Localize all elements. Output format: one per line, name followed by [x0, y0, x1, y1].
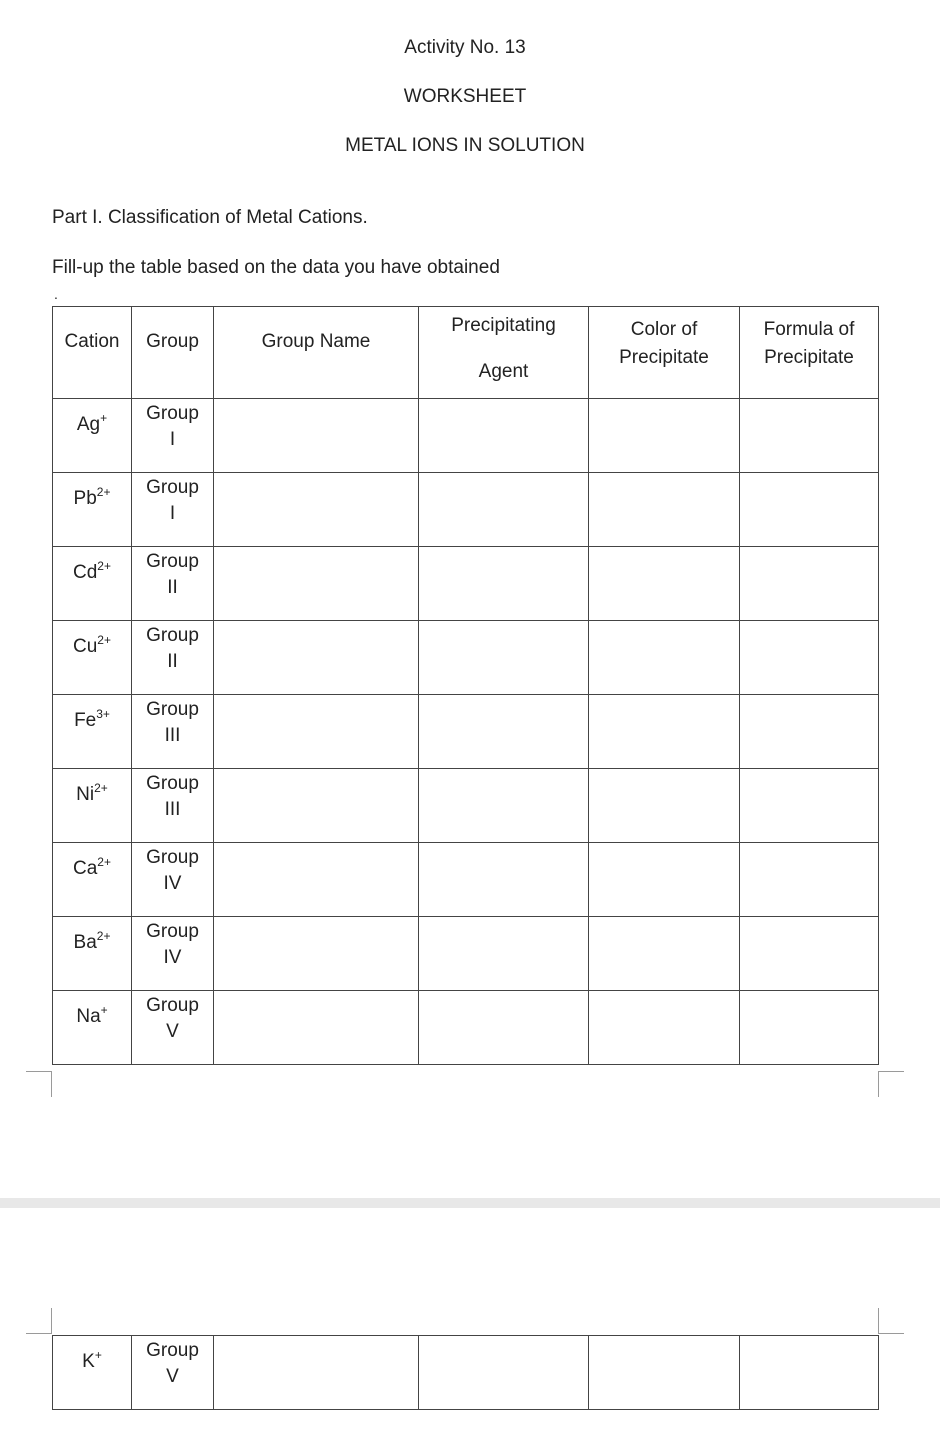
group-number: III	[164, 799, 181, 820]
precipitating-agent-cell[interactable]	[419, 843, 589, 917]
group-name-cell[interactable]	[214, 547, 419, 621]
group-number: I	[169, 429, 176, 450]
group-word: Group	[146, 625, 199, 646]
worksheet-label: WORKSHEET	[403, 86, 527, 107]
group-cell	[132, 991, 214, 1065]
crop-mark-left-h	[26, 1071, 52, 1072]
precipitating-agent-cell[interactable]	[419, 473, 589, 547]
color-cell[interactable]	[589, 843, 740, 917]
cation-cell	[53, 1336, 132, 1410]
cation-cell	[53, 917, 132, 991]
color-cell[interactable]	[589, 1336, 740, 1410]
previous-text-cutoff	[0, 0, 940, 2]
group-cell	[132, 399, 214, 473]
header-precipitating-agent-line2: Agent	[478, 361, 529, 382]
group-number: V	[166, 1366, 179, 1387]
group-cell	[132, 695, 214, 769]
header-color-of-precipitate: Color of Precipitate	[589, 307, 740, 399]
element-symbol: K	[82, 1351, 95, 1372]
group-word: Group	[146, 921, 199, 942]
part-heading: Part I. Classification of Metal Cations.	[52, 207, 368, 228]
cation-symbol	[53, 709, 131, 733]
crop-mark-left-v	[51, 1071, 52, 1097]
cation-symbol	[53, 857, 131, 881]
table-row	[53, 843, 879, 917]
table-row	[53, 991, 879, 1065]
color-cell[interactable]	[589, 547, 740, 621]
cation-cell	[53, 769, 132, 843]
precipitating-agent-cell[interactable]	[419, 547, 589, 621]
group-cell	[132, 843, 214, 917]
precipitating-agent-cell[interactable]	[419, 917, 589, 991]
cation-symbol	[53, 783, 131, 807]
header-precipitating-agent-line1: Precipitating	[451, 315, 556, 336]
element-symbol: Pb	[73, 488, 97, 509]
group-word: Group	[146, 995, 199, 1016]
group-name-cell[interactable]	[214, 843, 419, 917]
crop-mark-left-v	[51, 1308, 52, 1334]
table-row	[53, 621, 879, 695]
table-row	[53, 399, 879, 473]
precipitating-agent-cell[interactable]	[419, 399, 589, 473]
group-name-cell[interactable]	[214, 695, 419, 769]
ion-charge: 2+	[97, 855, 111, 869]
group-number: III	[164, 725, 181, 746]
group-cell	[132, 473, 214, 547]
formula-cell[interactable]	[740, 399, 879, 473]
element-symbol: Ag	[76, 414, 101, 435]
group-cell	[132, 1336, 214, 1410]
formula-cell[interactable]	[740, 769, 879, 843]
table-row	[53, 1336, 879, 1410]
color-cell[interactable]	[589, 695, 740, 769]
header-group: Group	[132, 307, 214, 399]
color-cell[interactable]	[589, 769, 740, 843]
table-header-row	[53, 307, 879, 399]
classification-table-continued	[52, 1335, 879, 1410]
group-name-cell[interactable]	[214, 1336, 419, 1410]
table-row	[53, 695, 879, 769]
crop-mark-right-h	[878, 1071, 904, 1072]
stray-dot: .	[54, 286, 58, 302]
formula-cell[interactable]	[740, 843, 879, 917]
cation-symbol	[53, 1350, 131, 1374]
color-cell[interactable]	[589, 621, 740, 695]
element-symbol: Fe	[74, 710, 97, 731]
formula-cell[interactable]	[740, 547, 879, 621]
ion-charge: 2+	[94, 781, 108, 795]
crop-mark-left-h	[26, 1333, 52, 1334]
precipitating-agent-cell[interactable]	[419, 621, 589, 695]
group-cell	[132, 917, 214, 991]
formula-cell[interactable]	[740, 695, 879, 769]
table-row	[53, 473, 879, 547]
instruction-text: Fill-up the table based on the data you have obtained	[52, 257, 500, 278]
ion-charge: +	[94, 1348, 102, 1362]
table-body-continued	[53, 1336, 879, 1410]
cation-symbol	[53, 635, 131, 659]
element-symbol: Ca	[73, 858, 98, 879]
group-word: Group	[146, 551, 199, 572]
group-word: Group	[146, 403, 199, 424]
crop-mark-right-v	[878, 1071, 879, 1097]
group-name-cell[interactable]	[214, 769, 419, 843]
crop-mark-right-h	[878, 1333, 904, 1334]
element-symbol: Ni	[76, 784, 95, 805]
group-name-cell[interactable]	[214, 399, 419, 473]
classification-table	[52, 306, 879, 1065]
element-symbol: Cu	[73, 636, 98, 657]
group-number: I	[169, 503, 176, 524]
cation-cell	[53, 473, 132, 547]
table-body	[53, 399, 879, 1065]
cation-cell	[53, 843, 132, 917]
header-cation: Cation	[53, 307, 132, 399]
group-number: IV	[163, 873, 182, 894]
group-word: Group	[146, 847, 199, 868]
ion-charge: 2+	[96, 485, 111, 499]
element-symbol: Cd	[73, 562, 98, 583]
formula-cell[interactable]	[740, 621, 879, 695]
worksheet-subject: METAL IONS IN SOLUTION	[345, 135, 585, 156]
group-number: IV	[163, 947, 182, 968]
group-cell	[132, 769, 214, 843]
group-name-cell[interactable]	[214, 991, 419, 1065]
ion-charge: 2+	[96, 929, 111, 943]
color-cell[interactable]	[589, 917, 740, 991]
precipitating-agent-cell[interactable]	[419, 695, 589, 769]
group-word: Group	[146, 477, 199, 498]
cation-cell	[53, 991, 132, 1065]
header-formula-of-precipitate: Formula of Precipitate	[740, 307, 879, 399]
formula-cell[interactable]	[740, 991, 879, 1065]
precipitating-agent-cell[interactable]	[419, 1336, 589, 1410]
color-cell[interactable]	[589, 991, 740, 1065]
page-break	[0, 1198, 940, 1208]
group-word: Group	[146, 773, 199, 794]
color-cell[interactable]	[589, 473, 740, 547]
ion-charge: 2+	[97, 633, 111, 647]
crop-mark-right-v	[878, 1308, 879, 1334]
table-row	[53, 917, 879, 991]
group-cell	[132, 621, 214, 695]
formula-cell[interactable]	[740, 473, 879, 547]
cation-symbol	[53, 1005, 131, 1029]
group-word: Group	[146, 1340, 199, 1361]
element-symbol: Ba	[73, 932, 97, 953]
ion-charge: 3+	[96, 707, 110, 721]
group-number: II	[167, 577, 178, 598]
formula-cell[interactable]	[740, 1336, 879, 1410]
group-name-cell[interactable]	[214, 917, 419, 991]
cation-cell	[53, 547, 132, 621]
table-row	[53, 769, 879, 843]
header-group-name: Group Name	[214, 307, 419, 399]
cation-symbol	[53, 487, 131, 511]
ion-charge: 2+	[97, 559, 111, 573]
cation-cell	[53, 695, 132, 769]
cation-cell	[53, 399, 132, 473]
group-cell	[132, 547, 214, 621]
cation-symbol	[53, 931, 131, 955]
group-number: V	[166, 1021, 179, 1042]
cation-cell	[53, 621, 132, 695]
element-symbol: Na	[76, 1006, 101, 1027]
cation-symbol	[53, 413, 131, 437]
activity-number: Activity No. 13	[404, 37, 526, 58]
group-number: II	[167, 651, 178, 672]
color-cell[interactable]	[589, 399, 740, 473]
table-row	[53, 547, 879, 621]
precipitating-agent-cell[interactable]	[419, 769, 589, 843]
ion-charge: +	[100, 1003, 108, 1017]
formula-cell[interactable]	[740, 917, 879, 991]
ion-charge: +	[100, 411, 108, 425]
header-precipitating-agent	[419, 307, 589, 399]
cation-symbol	[53, 561, 131, 585]
group-word: Group	[146, 699, 199, 720]
group-name-cell[interactable]	[214, 473, 419, 547]
group-name-cell[interactable]	[214, 621, 419, 695]
precipitating-agent-cell[interactable]	[419, 991, 589, 1065]
